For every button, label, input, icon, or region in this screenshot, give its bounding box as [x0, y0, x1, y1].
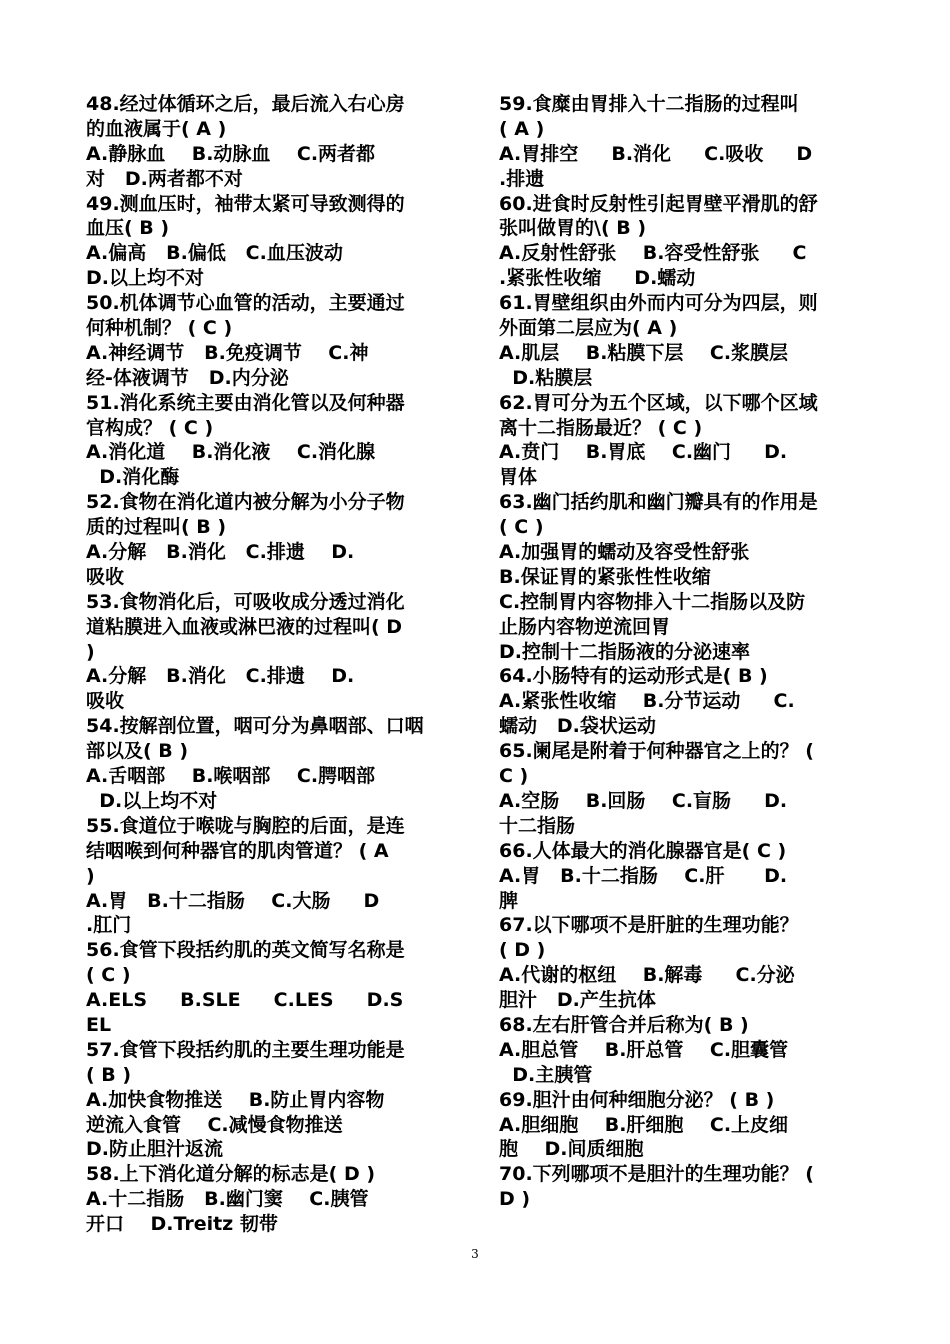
page-number: 3: [471, 1247, 479, 1261]
text-line: A.贲门 B.胃底 C.幽门 D.: [499, 441, 788, 464]
text-line: A.肌层 B.粘膜下层 C.浆膜层: [499, 341, 789, 364]
text-line: 49.测血压时，袖带太紧可导致测得的: [86, 192, 405, 215]
text-line: ( C ): [499, 516, 544, 539]
text-line: 部以及( B ): [86, 740, 189, 763]
text-line: A.偏高 B.偏低 C.血压波动: [86, 242, 343, 265]
text-line: A.胃 B.十二指肠 C.肝 D.: [499, 864, 788, 887]
text-line: D.以上均不对: [86, 267, 204, 290]
text-line: ( B ): [86, 1063, 132, 1086]
text-line: A.胆总管 B.肝总管 C.胆囊管: [499, 1038, 789, 1061]
text-line: 离十二指肠最近？ ( C ): [499, 416, 703, 439]
text-line: A.加快食物推送 B.防止胃内容物: [86, 1088, 385, 1111]
text-line: 的血液属于( A ): [86, 117, 227, 140]
text-line: D.防止胆汁返流: [86, 1138, 223, 1161]
text-line: 66.人体最大的消化腺器官是( C ): [499, 839, 787, 862]
text-line: 56.食管下段括约肌的英文简写名称是: [86, 939, 405, 962]
text-line: 53.食物消化后，可吸收成分透过消化: [86, 590, 405, 613]
text-line: 67.以下哪项不是肝脏的生理功能？: [499, 914, 799, 937]
text-line: A.舌咽部 B.喉咽部 C.腭咽部: [86, 765, 376, 788]
text-line: 64.小肠特有的运动形式是( B ): [499, 665, 768, 688]
text-line: A.神经调节 B.免疫调节 C.神: [86, 341, 369, 364]
text-line: 外面第二层应为( A ): [499, 317, 678, 340]
text-line: D.粘膜层: [499, 366, 593, 389]
text-line: A.静脉血 B.动脉血 C.两者都: [86, 142, 376, 165]
text-line: A.加强胃的蠕动及容受性舒张: [499, 541, 750, 564]
left-column: [86, 92, 468, 1237]
text-line: 55.食道位于喉咙与胸腔的后面，是连: [86, 814, 405, 837]
text-line: 63.幽门括约肌和幽门瓣具有的作用是: [499, 491, 818, 514]
text-line: ( A ): [499, 117, 545, 140]
text-line: ( C ): [86, 964, 131, 987]
text-line: 54.按解剖位置，咽可分为鼻咽部、口咽: [86, 715, 424, 738]
text-line: A.分解 B.消化 C.排遗 D.: [86, 541, 355, 564]
text-line: 70.下列哪项不是胆汁的生理功能？ (: [499, 1163, 814, 1186]
text-line: D.控制十二指肠液的分泌速率: [499, 640, 750, 663]
text-line: B.保证胃的紧张性性收缩: [499, 565, 711, 588]
text-line: 经-体液调节 D.内分泌: [86, 366, 289, 389]
text-line: ): [86, 640, 95, 663]
text-line: ): [86, 864, 95, 887]
text-line: 61.胃壁组织由外而内可分为四层，则: [499, 292, 818, 315]
text-line: 吸收: [86, 565, 125, 588]
text-line: 十二指肠: [499, 814, 576, 837]
text-line: 58.上下消化道分解的标志是( D ): [86, 1163, 376, 1186]
text-line: 胆汁 D.产生抗体: [499, 989, 656, 1012]
text-line: 何种机制？ ( C ): [86, 317, 233, 340]
text-line: 开口 D.Treitz 韧带: [86, 1213, 278, 1236]
text-line: A.胆细胞 B.肝细胞 C.上皮细: [499, 1113, 789, 1136]
text-line: A.胃 B.十二指肠 C.大肠 D: [86, 889, 380, 912]
text-line: D.消化酶: [86, 466, 180, 489]
text-line: 结咽喉到何种器官的肌肉管道？ ( A: [86, 839, 389, 862]
text-line: A.紧张性收缩 B.分节运动 C.: [499, 690, 795, 713]
text-line: 对 D.两者都不对: [86, 167, 243, 190]
text-line: A.胃排空 B.消化 C.吸收 D: [499, 142, 813, 165]
text-line: C ): [499, 765, 529, 788]
text-line: 道粘膜进入血液或淋巴液的过程叫( D: [86, 615, 403, 638]
text-line: A.空肠 B.回肠 C.盲肠 D.: [499, 789, 788, 812]
text-line: A.代谢的枢纽 B.解毒 C.分泌: [499, 964, 795, 987]
text-line: A.ELS B.SLE C.LES D.S: [86, 989, 404, 1012]
text-line: 胞 D.间质细胞: [499, 1138, 644, 1161]
text-line: .肛门: [86, 914, 132, 937]
text-line: 血压( B ): [86, 217, 170, 240]
text-line: 官构成？ ( C ): [86, 416, 214, 439]
text-line: EL: [86, 1013, 112, 1036]
text-line: 52.食物在消化道内被分解为小分子物: [86, 491, 405, 514]
text-line: 吸收: [86, 690, 125, 713]
right-column: [499, 92, 871, 1212]
text-line: 69.胆汁由何种细胞分泌？ ( B ): [499, 1088, 775, 1111]
text-line: 60.进食时反射性引起胃壁平滑肌的舒: [499, 192, 818, 215]
text-line: 质的过程叫( B ): [86, 516, 227, 539]
text-line: D ): [499, 1188, 531, 1211]
text-line: 脾: [499, 889, 519, 912]
text-line: 逆流入食管 C.减慢食物推送: [86, 1113, 343, 1136]
text-line: D.以上均不对: [86, 789, 218, 812]
text-line: 胃体: [499, 466, 538, 489]
text-line: 68.左右肝管合并后称为( B ): [499, 1013, 749, 1036]
text-line: C.控制胃内容物排入十二指肠以及防: [499, 590, 806, 613]
text-line: A.十二指肠 B.幽门窦 C.胰管: [86, 1188, 369, 1211]
text-line: 59.食糜由胃排入十二指肠的过程叫: [499, 93, 799, 115]
text-line: D.主胰管: [499, 1063, 593, 1086]
text-line: 48.经过体循环之后，最后流入右心房: [86, 93, 405, 115]
text-line: ( D ): [499, 939, 546, 962]
text-line: 蠕动 D.袋状运动: [499, 715, 656, 738]
text-line: 57.食管下段括约肌的主要生理功能是: [86, 1038, 405, 1061]
text-line: 62.胃可分为五个区域，以下哪个区域: [499, 391, 818, 414]
text-line: 50.机体调节心血管的活动，主要通过: [86, 292, 405, 315]
text-line: A.分解 B.消化 C.排遗 D.: [86, 665, 355, 688]
text-line: A.消化道 B.消化液 C.消化腺: [86, 441, 376, 464]
text-line: A.反射性舒张 B.容受性舒张 C: [499, 242, 807, 265]
text-line: .紧张性收缩 D.蠕动: [499, 267, 696, 290]
text-line: 65.阑尾是附着于何种器官之上的？ (: [499, 740, 814, 763]
text-line: 张叫做胃的\( B ): [499, 217, 647, 240]
text-line: .排遗: [499, 167, 545, 190]
text-line: 止肠内容物逆流回胃: [499, 615, 671, 638]
text-line: 51.消化系统主要由消化管以及何种器: [86, 391, 405, 414]
